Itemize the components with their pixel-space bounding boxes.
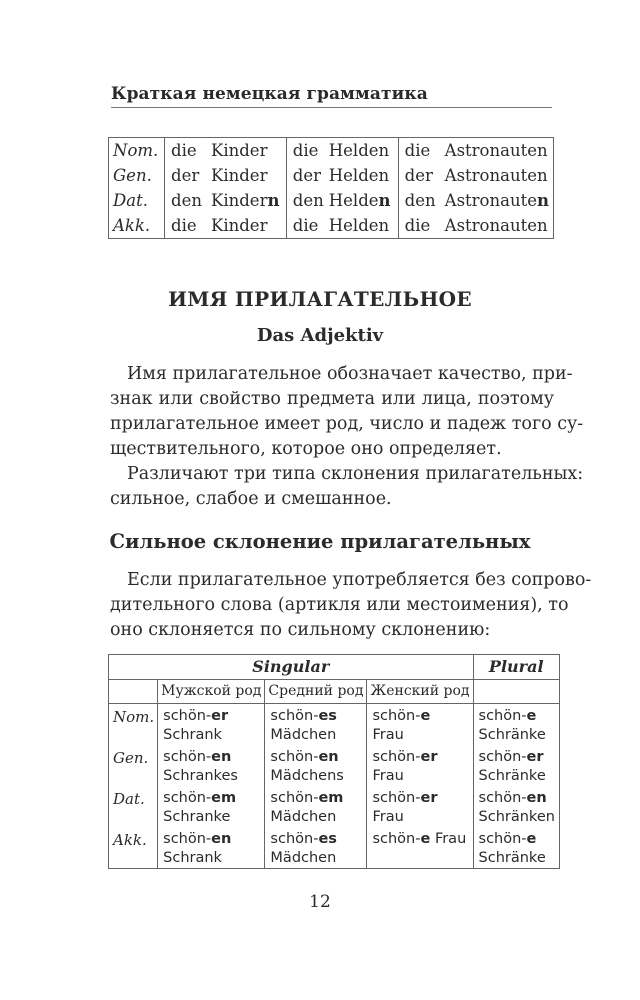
adjective-form-cell [473, 745, 559, 786]
adjective-form-cell [367, 827, 473, 869]
noun-stem: Helden [328, 141, 390, 160]
case-label: Dat. [109, 188, 165, 213]
adjective-stem: schön- [163, 831, 212, 847]
noun: Frau [372, 768, 404, 784]
table-row [109, 704, 560, 746]
noun: Mädchen [270, 809, 337, 825]
adjective-form-cell [265, 745, 367, 786]
noun-form-cell [398, 188, 553, 213]
adjective-form-cell [367, 786, 473, 827]
page-number: 12 [309, 892, 331, 912]
strong-declension-table [108, 654, 560, 869]
case-label: Gen. [109, 163, 165, 188]
adjective-stem: schön- [163, 790, 212, 806]
article: die [404, 216, 431, 235]
paragraph-declension-types [110, 462, 584, 512]
section-subtitle: Das Adjektiv [256, 325, 384, 346]
adjective-stem: schön- [478, 749, 527, 765]
singular-header: Singular [109, 655, 474, 680]
table-row [109, 188, 554, 213]
text-line: сильное, слабое и смешанное. [110, 489, 392, 509]
adjective-ending: es [318, 708, 337, 724]
adjective-ending: em [318, 790, 344, 806]
case-label: Akk. [109, 213, 165, 239]
gender-header-row [109, 680, 560, 704]
adjective-stem: schön- [372, 749, 421, 765]
noun-form-cell [165, 138, 287, 164]
article: den [404, 191, 436, 210]
noun: Schrankes [163, 768, 238, 784]
adjective-ending: em [211, 790, 237, 806]
noun-form-cell [165, 188, 287, 213]
running-head: Краткая немецкая грамматика [111, 84, 428, 104]
article: den [171, 191, 202, 210]
paragraph-definition [110, 362, 584, 462]
adjective-stem: schön- [270, 708, 319, 724]
article: der [171, 166, 200, 185]
noun-form-cell [165, 213, 287, 239]
adjective-stem: schön- [163, 749, 212, 765]
table-row [109, 745, 560, 786]
article: den [292, 191, 324, 210]
adjective-form-cell [367, 704, 473, 746]
adjective-stem: schön- [163, 708, 212, 724]
noun-stem: Astronauten [444, 141, 548, 160]
noun-stem: Helde [328, 191, 379, 210]
adjective-form-cell [367, 745, 473, 786]
noun-ending: n [378, 191, 391, 210]
adjective-form-cell [473, 827, 559, 869]
adjective-stem: schön- [372, 708, 421, 724]
case-label: Nom. [109, 704, 158, 746]
noun-stem: Kinder [211, 216, 268, 235]
adjective-ending: e [526, 831, 537, 847]
noun: Schränke [478, 768, 546, 784]
neuter-header: Средний род [265, 680, 367, 704]
text-line: ществительного, которое оно определяет. [110, 439, 502, 459]
text-line: Если прилагательное употребляется без сопрово- [127, 570, 592, 590]
text-line: дительного слова (артикля или местоимения), то [110, 595, 569, 615]
noun: Frau [372, 809, 404, 825]
adjective-form-cell [265, 704, 367, 746]
adjective-ending: er [526, 749, 544, 765]
adjective-form-cell [158, 704, 265, 746]
noun-stem: Kinder [211, 141, 268, 160]
noun: Mädchen [270, 850, 337, 866]
adjective-form-cell [473, 704, 559, 746]
noun-form-cell [286, 213, 398, 239]
adjective-ending: e [420, 831, 431, 847]
noun: Schrank [163, 727, 222, 743]
noun: Schranke [163, 809, 231, 825]
noun-stem: Astronaute [444, 191, 537, 210]
adjective-ending: e [420, 708, 431, 724]
paragraph-strong-declension [110, 568, 592, 643]
case-label: Akk. [109, 827, 158, 869]
adjective-stem: schön- [270, 749, 319, 765]
noun: Mädchens [270, 768, 344, 784]
noun-form-cell [398, 213, 553, 239]
article: der [404, 166, 433, 185]
noun-ending: n [536, 191, 549, 210]
adjective-form-cell [158, 786, 265, 827]
table-row [109, 786, 560, 827]
adjective-ending: en [211, 749, 232, 765]
noun: Schränke [478, 850, 546, 866]
case-label: Dat. [109, 786, 158, 827]
noun: Frau [434, 831, 467, 847]
section-title: ИМЯ ПРИЛАГАТЕЛЬНОЕ [168, 287, 472, 311]
adjective-stem: schön- [372, 831, 421, 847]
masculine-header: Мужской род [158, 680, 265, 704]
adjective-stem: schön- [270, 831, 319, 847]
article: die [404, 141, 431, 160]
header-rule [111, 107, 552, 108]
adjective-stem: schön- [478, 790, 527, 806]
case-label: Nom. [109, 138, 165, 164]
adjective-ending: er [211, 708, 229, 724]
article: der [292, 166, 321, 185]
adjective-ending: en [318, 749, 339, 765]
noun-form-cell [286, 163, 398, 188]
article: die [292, 216, 319, 235]
plural-header: Plural [473, 655, 559, 680]
adjective-stem: schön- [478, 831, 527, 847]
noun-form-cell [286, 138, 398, 164]
article: die [171, 141, 197, 160]
noun: Frau [372, 727, 404, 743]
noun: Schränke [478, 727, 546, 743]
plural-noun-table [108, 137, 554, 239]
text-line: Различают три типа склонения прилагательных: [127, 464, 584, 484]
noun: Mädchen [270, 727, 337, 743]
empty-header-cell [109, 680, 158, 704]
noun-ending: n [267, 191, 280, 210]
text-line: оно склоняется по сильному склонению: [110, 620, 491, 640]
adjective-ending: en [526, 790, 547, 806]
table-row [109, 827, 560, 869]
noun: Schrank [163, 850, 222, 866]
noun-stem: Kinder [211, 166, 268, 185]
adjective-ending: es [318, 831, 337, 847]
group-header-row [109, 655, 560, 680]
text-line: прилагательное имеет род, число и падеж того су- [110, 414, 584, 434]
empty-header-cell [473, 680, 559, 704]
noun-stem: Astronauten [444, 216, 548, 235]
article: die [171, 216, 197, 235]
feminine-header: Женский род [367, 680, 473, 704]
noun-stem: Helden [328, 166, 390, 185]
table-row [109, 213, 554, 239]
noun-stem: Kinder [211, 191, 268, 210]
noun: Schränken [478, 809, 555, 825]
noun-form-cell [286, 188, 398, 213]
case-label: Gen. [109, 745, 158, 786]
adjective-stem: schön- [270, 790, 319, 806]
adjective-form-cell [473, 786, 559, 827]
noun-form-cell [398, 138, 553, 164]
adjective-ending: e [526, 708, 537, 724]
adjective-ending: en [211, 831, 232, 847]
adjective-form-cell [158, 745, 265, 786]
adjective-stem: schön- [478, 708, 527, 724]
noun-form-cell [398, 163, 553, 188]
noun-stem: Astronauten [444, 166, 548, 185]
noun-form-cell [165, 163, 287, 188]
adjective-form-cell [265, 827, 367, 869]
table-row [109, 138, 554, 164]
noun-stem: Helden [328, 216, 390, 235]
adjective-stem: schön- [372, 790, 421, 806]
article: die [292, 141, 319, 160]
adjective-ending: er [420, 790, 438, 806]
adjective-form-cell [265, 786, 367, 827]
text-line: Имя прилагательное обозначает качество, при- [127, 364, 573, 384]
adjective-form-cell [158, 827, 265, 869]
table-row [109, 163, 554, 188]
subsection-heading: Сильное склонение прилагательных [109, 530, 531, 553]
adjective-ending: er [420, 749, 438, 765]
text-line: знак или свойство предмета или лица, поэтому [110, 389, 554, 409]
